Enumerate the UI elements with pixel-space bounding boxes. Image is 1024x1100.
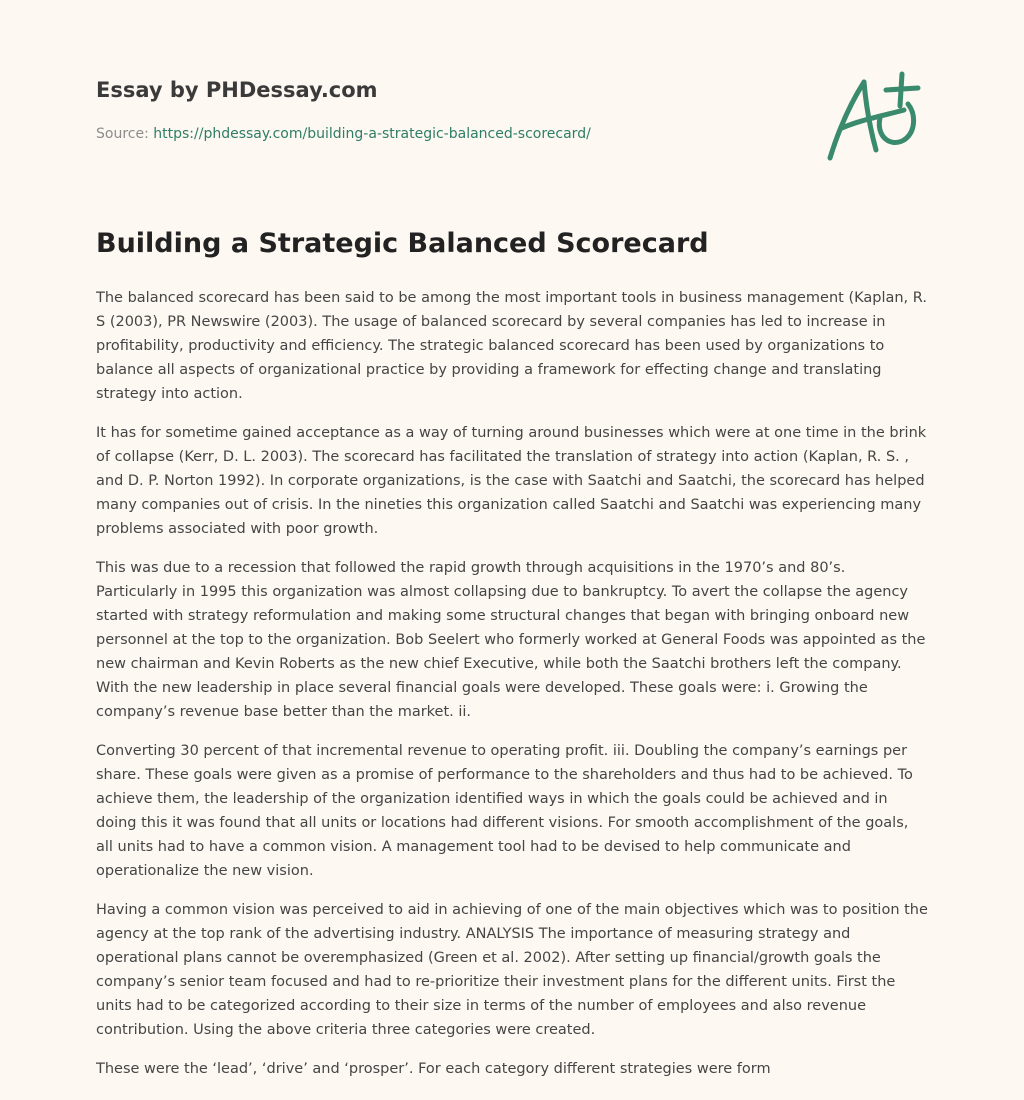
essay-paragraph: It has for sometime gained acceptance as a way of turning around businesses which were at one time in the brink of collapse (Kerr, D. L. 2003). The scorecard has facilitated the translation of strategy into action (Kaplan, R. S. , and D. P. Norton 1992). In corporate organizations, is the case with Saatchi and Saatchi, the scorecard has helped many companies out of crisis. In the nineties this organization called Saatchi and Saatchi was experiencing many problems associated with poor growth.	[96, 425, 927, 537]
essay-title: Building a Strategic Balanced Scorecard	[96, 228, 709, 259]
essay-paragraph: Having a common vision was perceived to aid in achieving of one of the main objectives which was to position the agency at the top rank of the advertising industry. ANALYSIS The importance of measuring strategy and operational plans cannot be overemphasized (Green et al. 2002). After setting up financial/growth goals the company’s senior team focused and had to re-prioritize their investment plans for the different units. First the units had to be categorized according to their size in terms of the number of employees and also revenue contribution. Using the above criteria three categories were created.	[96, 902, 928, 1038]
essay-paragraph: Converting 30 percent of that incremental revenue to operating profit. iii. Doubling the company’s earnings per share. These goals were given as a promise of performance to the shareholders and thus had to be achieved. To achieve them, the leadership of the organization identified ways in which the goals could be achieved and in doing this it was found that all units or locations had different visions. For smooth accomplishment of the goals, all units had to have a common vision. A management tool had to be devised to help communicate and operationalize the new vision.	[96, 743, 913, 879]
a-plus-grade-icon	[820, 66, 930, 166]
essay-paragraph: This was due to a recession that followed the rapid growth through acquisitions in the 1970’s and 80’s. Particularly in 1995 this organization was almost collapsing due to bankruptcy. To avert the collapse the agency started with strategy reformulation and making some structural changes that began with bringing onboard new personnel at the top to the organization. Bob Seelert who formerly worked at General Foods was appointed as the new chairman and Kevin Roberts as the new chief Executive, while both the Saatchi brothers left the company. With the new leadership in place several financial goals were developed. These goals were: i. Growing the company’s revenue base better than the market. ii.	[96, 560, 926, 720]
site-title: Essay by PHDessay.com	[96, 78, 378, 102]
essay-paragraph: The balanced scorecard has been said to be among the most important tools in business management (Kaplan, R. S (2003), PR Newswire (2003). The usage of balanced scorecard by several companies has led to increase in profitability, productivity and efficiency. The strategic balanced scorecard has been used by organizations to balance all aspects of organizational practice by providing a framework for effecting change and translating strategy into action.	[96, 290, 927, 402]
essay-header	[96, 76, 796, 144]
source-link[interactable]: https://phdessay.com/building-a-strategic-balanced-scorecard/	[153, 126, 591, 142]
essay-body	[96, 286, 928, 1096]
essay-paragraph: These were the ‘lead’, ‘drive’ and ‘prosper’. For each category different strategies were form	[96, 1061, 771, 1077]
source-label: Source:	[96, 126, 149, 142]
source-line	[96, 124, 796, 144]
